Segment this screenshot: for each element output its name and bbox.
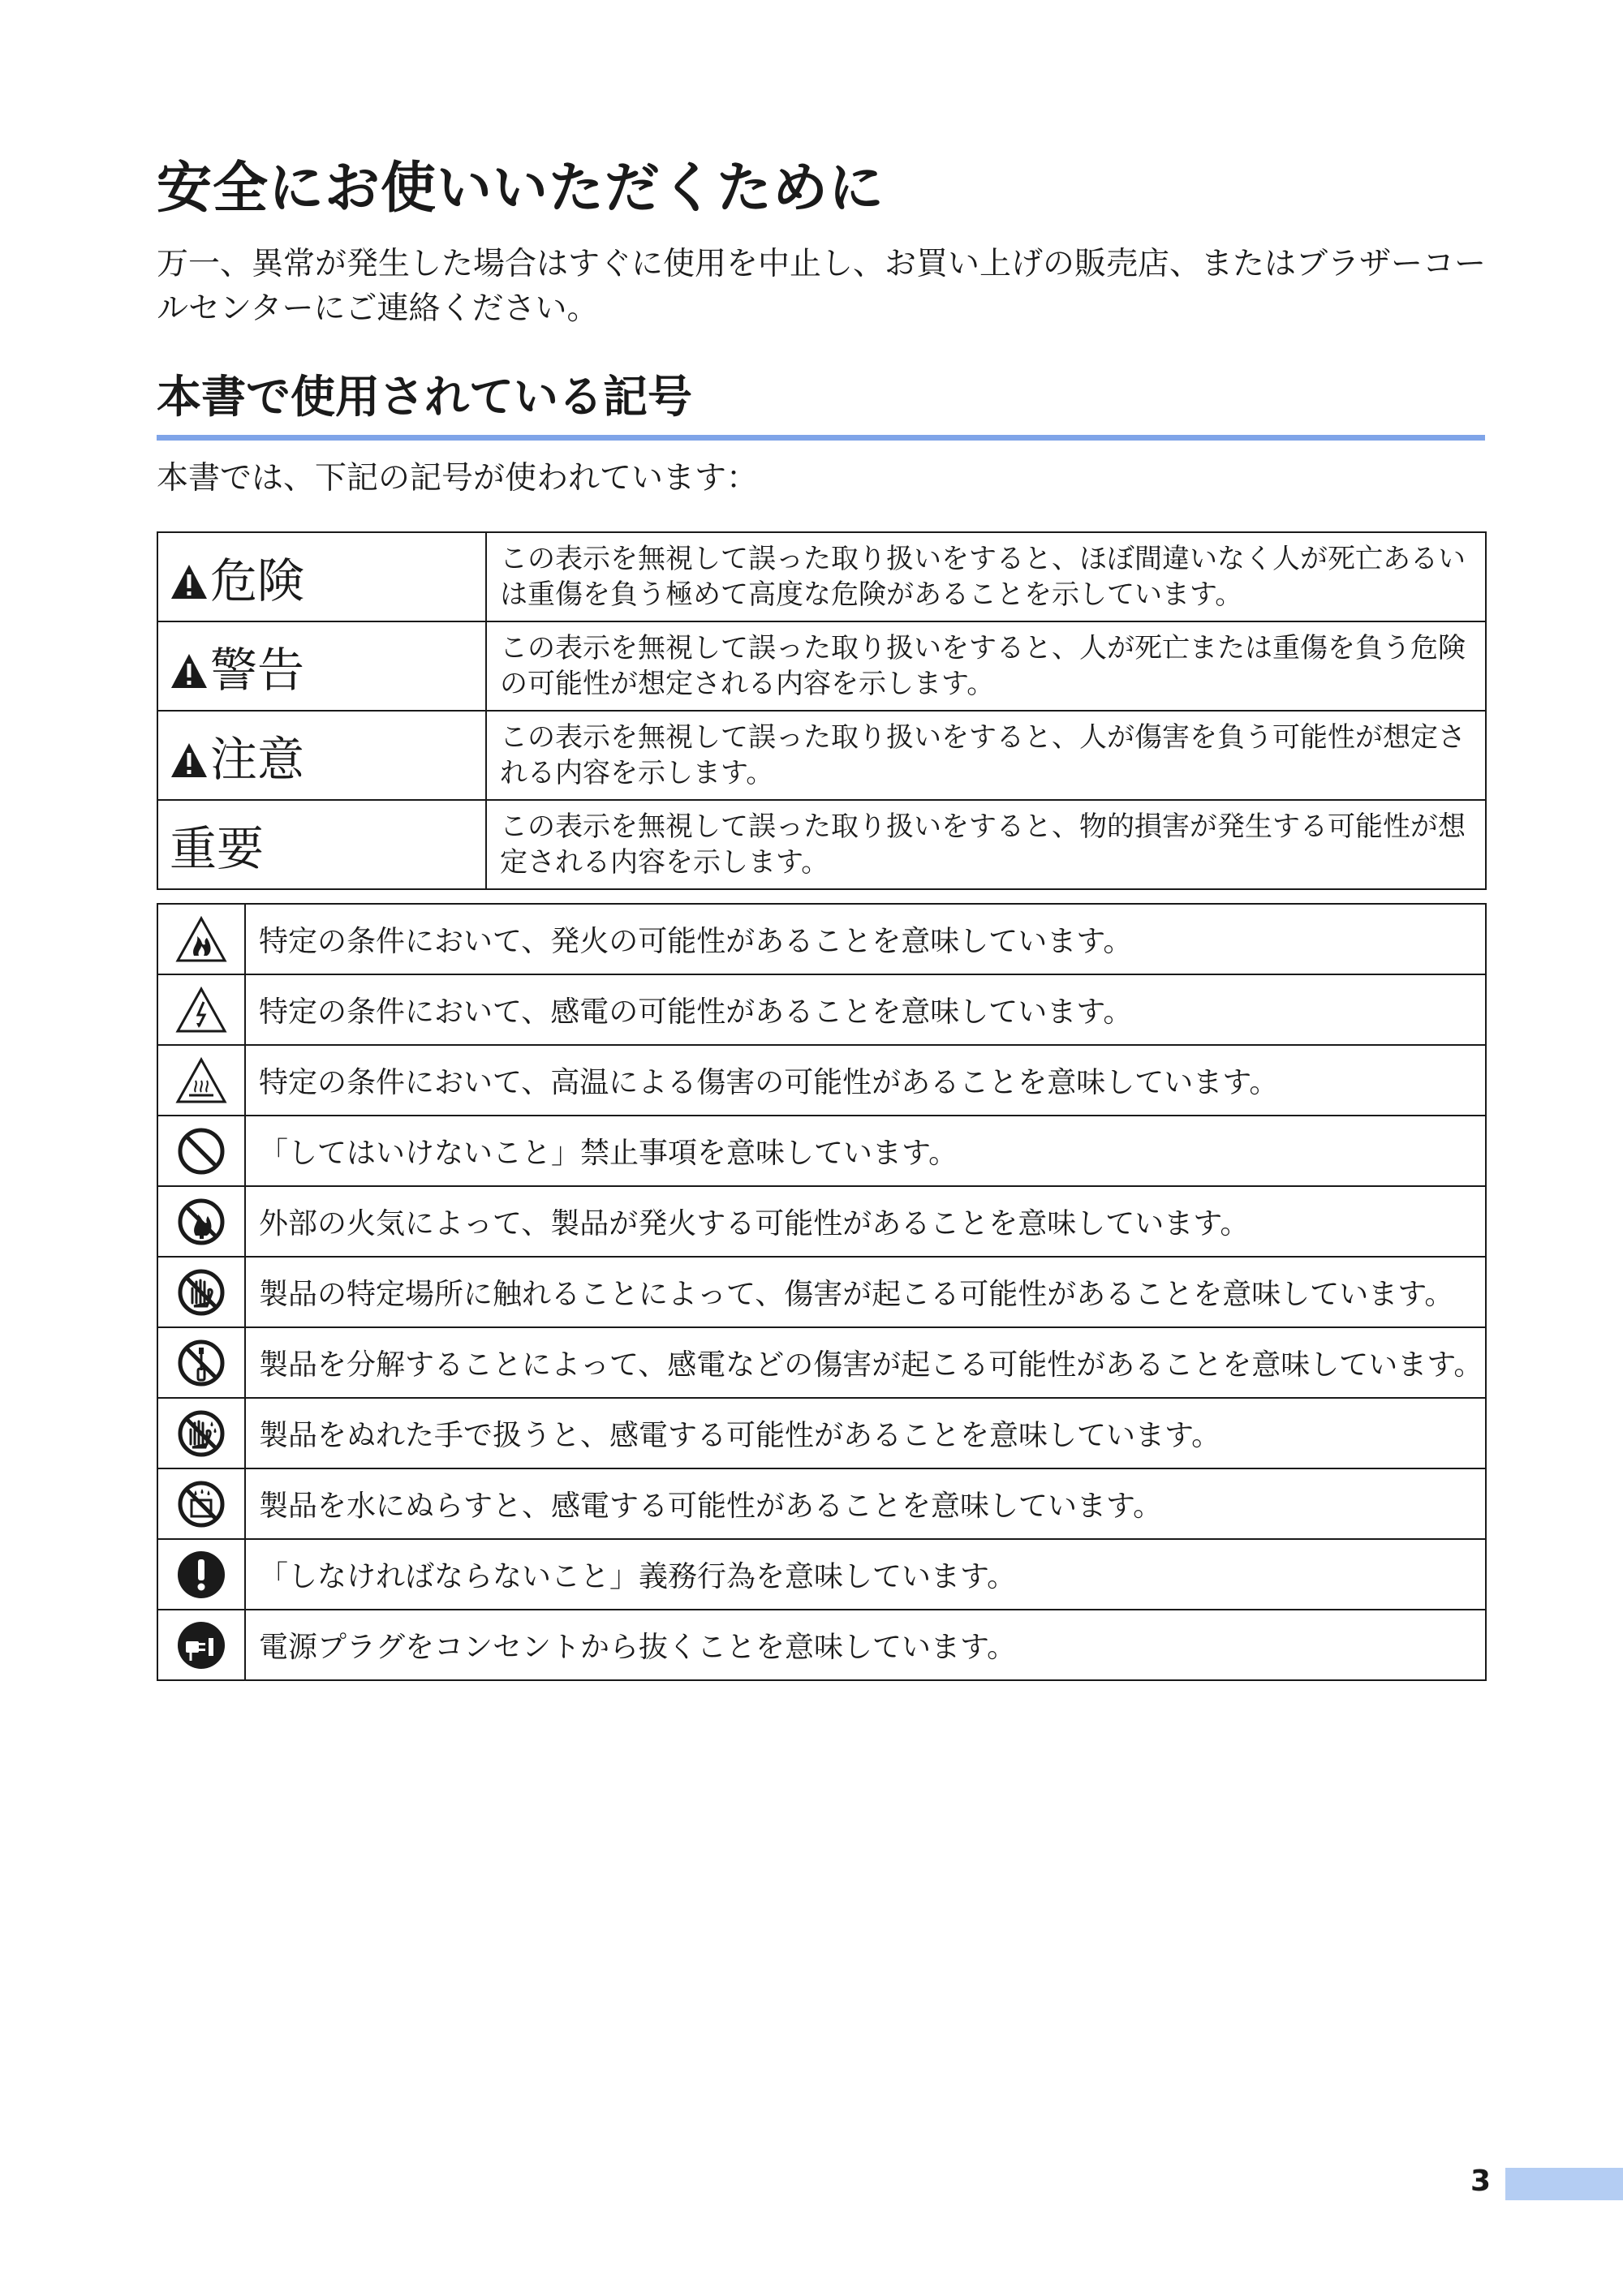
level-label-warning: 警告 [210,643,305,698]
prohibited-icon [176,1126,226,1176]
table-row [157,1398,1486,1468]
level-description: この表示を無視して誤った取り扱いをすると、人が傷害を負う可能性が想定される内容を示します。 [486,711,1486,800]
level-label-cell [157,711,486,800]
fire-hazard-icon [174,915,228,964]
section-intro: 本書では、下記の記号が使われています： [157,460,759,497]
page-tab-marker [1505,2168,1623,2200]
intro-paragraph: 万一、異常が発生した場合はすぐに使用を中止し、お買い上げの販売店、またはブラザーコールセンターにご連絡ください。 [157,246,1487,327]
table-row [157,800,1486,889]
do-not-disassemble-icon [176,1338,226,1388]
symbol-description: 製品を分解することによって、感電などの傷害が起こる可能性があることを意味しています。 [245,1327,1486,1398]
symbol-description: 製品を水にぬらすと、感電する可能性があることを意味しています。 [245,1468,1486,1539]
table-row [157,904,1486,974]
level-description: この表示を無視して誤った取り扱いをすると、人が死亡または重傷を負う危険の可能性が想定される内容を示します。 [486,621,1486,711]
table-row [157,1186,1486,1257]
no-open-flame-icon [176,1197,226,1247]
table-row [157,1045,1486,1116]
hot-surface-hazard-icon [174,1056,228,1105]
level-description: この表示を無視して誤った取り扱いをすると、物的損害が発生する可能性が想定される内容を示します。 [486,800,1486,889]
table-row [157,1257,1486,1327]
table-row [157,1468,1486,1539]
table-row [157,621,1486,711]
table-row [157,974,1486,1045]
level-description: この表示を無視して誤った取り扱いをすると、ほぼ間違いなく人が死亡あるいは重傷を負う極めて高度な危険があることを示しています。 [486,532,1486,621]
level-label-important: 重要 [170,821,265,876]
level-label-cell [157,621,486,711]
symbol-description: 特定の条件において、感電の可能性があることを意味しています。 [245,974,1486,1045]
symbol-description: 外部の火気によって、製品が発火する可能性があることを意味しています。 [245,1186,1486,1257]
page-title: 安全にお使いいただくために [157,157,885,221]
electric-shock-hazard-icon [174,986,228,1034]
do-not-touch-icon [176,1267,226,1318]
table-row [157,1327,1486,1398]
no-wet-hands-icon [176,1408,226,1459]
table-row [157,1539,1486,1610]
table-row [157,1610,1486,1680]
symbol-legend-table [157,903,1487,1681]
table-row [157,1116,1486,1186]
symbol-description: 特定の条件において、発火の可能性があることを意味しています。 [245,904,1486,974]
unplug-power-icon [176,1620,226,1670]
symbol-description: 電源プラグをコンセントから抜くことを意味しています。 [245,1610,1486,1680]
no-water-icon [176,1479,226,1529]
symbol-description: 特定の条件において、高温による傷害の可能性があることを意味しています。 [245,1045,1486,1116]
table-row [157,532,1486,621]
warning-triangle-icon [170,742,209,779]
warning-triangle-icon [170,563,209,600]
level-label-cell [157,532,486,621]
mandatory-action-icon [176,1550,226,1600]
table-row [157,711,1486,800]
symbol-description: 「してはいけないこと」禁止事項を意味しています。 [245,1116,1486,1186]
section-heading: 本書で使用されている記号 [157,361,1485,441]
hazard-level-table [157,531,1487,890]
level-label-danger: 危険 [210,553,305,608]
symbol-description: 製品をぬれた手で扱うと、感電する可能性があることを意味しています。 [245,1398,1486,1468]
level-label-cell [157,800,486,889]
symbol-description: 「しなければならないこと」義務行為を意味しています。 [245,1539,1486,1610]
level-label-caution: 注意 [210,732,305,787]
page-number: 3 [1470,2165,1492,2198]
symbol-description: 製品の特定場所に触れることによって、傷害が起こる可能性があることを意味しています。 [245,1257,1486,1327]
warning-triangle-icon [170,652,209,690]
